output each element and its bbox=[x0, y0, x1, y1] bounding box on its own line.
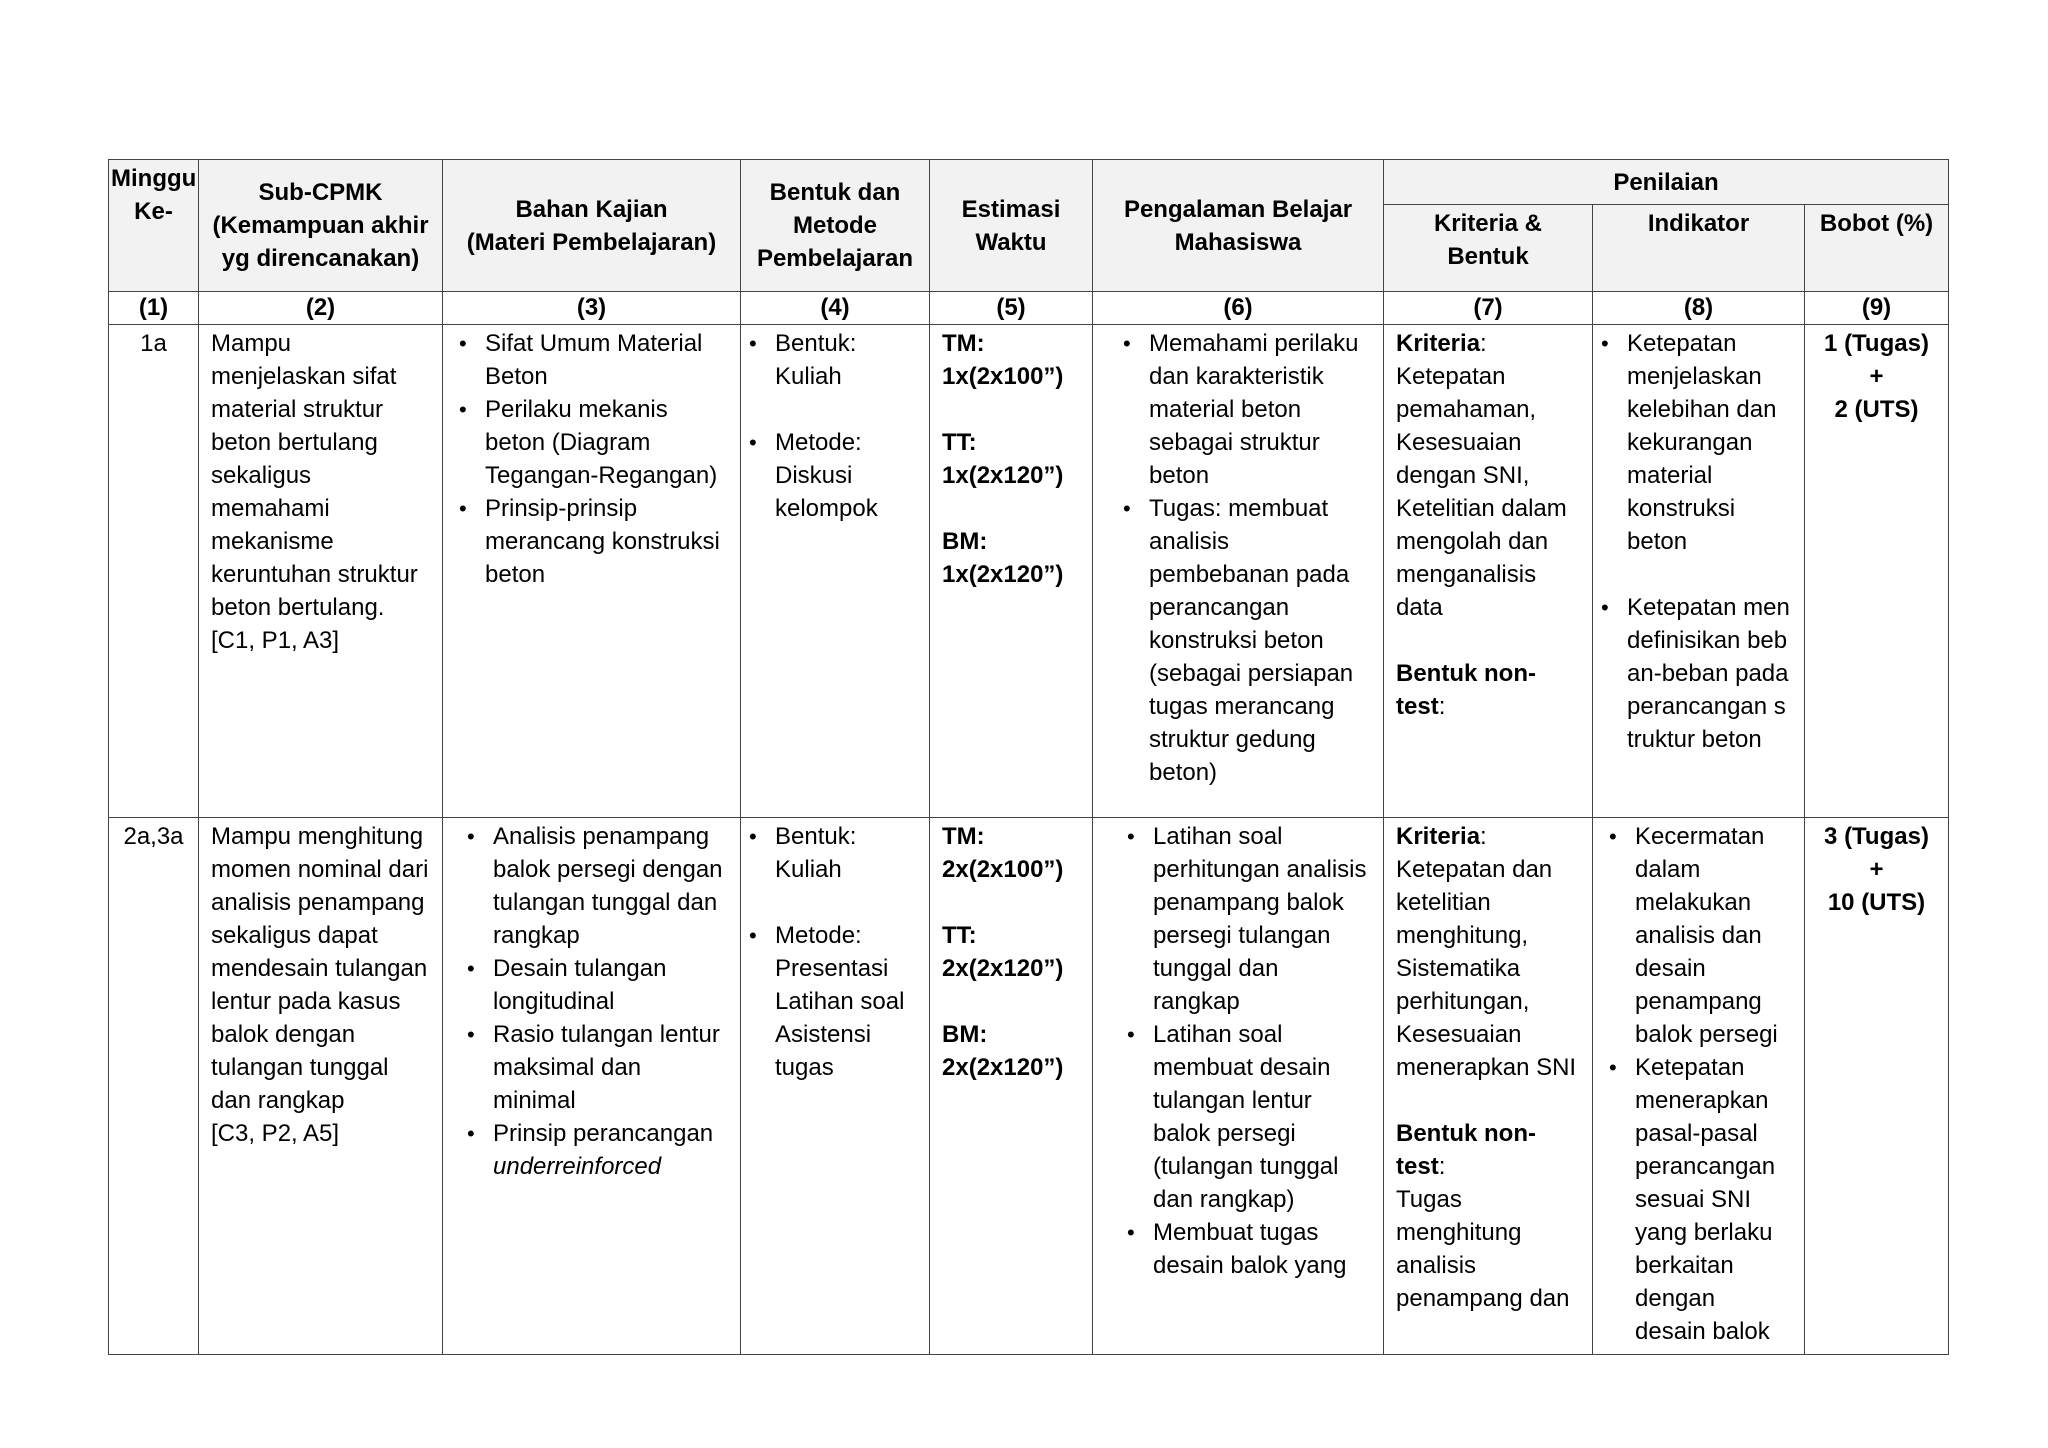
bentuk-list bbox=[753, 820, 917, 1084]
bobot-tugas: 3 (Tugas) bbox=[1824, 823, 1929, 850]
bobot-uts: 10 (UTS) bbox=[1827, 889, 1926, 916]
col-number: (7) bbox=[1384, 292, 1593, 325]
cell-bentuk-metode bbox=[741, 818, 930, 1355]
header-sub-cpmk-subtitle: (Kemampuan akhir yg direncanakan) bbox=[212, 212, 429, 272]
cell-minggu: 1a bbox=[109, 325, 199, 818]
sub-cpmk-text: Mampu menjelaskan sifat material struktur beton bertulang sekaligus memahami mekanisme keruntuhan struktur beton bertulang. bbox=[211, 330, 418, 621]
rps-table-container bbox=[108, 159, 1948, 1355]
bahan-list bbox=[455, 327, 728, 591]
header-minggu: Minggu Ke- bbox=[109, 160, 199, 292]
rps-table bbox=[108, 159, 1949, 1355]
bm-label: BM: bbox=[942, 528, 988, 555]
cell-bobot bbox=[1805, 818, 1949, 1355]
col-number: (8) bbox=[1593, 292, 1805, 325]
kriteria-heading: Kriteria: bbox=[1396, 823, 1487, 850]
spacer bbox=[942, 393, 1080, 426]
tt-value: 2x(2x120”) bbox=[942, 955, 1064, 982]
spacer bbox=[775, 393, 917, 426]
table-row bbox=[109, 818, 1949, 1355]
bm-label: BM: bbox=[942, 1021, 988, 1048]
header-bentuk-metode: Bentuk dan Metode Pembelajaran bbox=[741, 160, 930, 292]
header-bahan-kajian bbox=[443, 160, 741, 292]
spacer bbox=[942, 492, 1080, 525]
list-item: • Kecermatan dalam melakukan analisis dan desain penampang balok persegi bbox=[1635, 820, 1792, 1051]
bentuk-label: • Bentuk: bbox=[775, 330, 857, 357]
list-item: • Ketepatan menerapkan pasal-pasal perancangan sesuai SNI yang berlaku berkaitan dengan desain balok bbox=[1635, 1051, 1792, 1348]
cell-estimasi-waktu bbox=[930, 818, 1093, 1355]
bobot-plus: + bbox=[1869, 856, 1884, 883]
cell-minggu: 2a,3a bbox=[109, 818, 199, 1355]
bentuk-list bbox=[753, 327, 917, 525]
col-number: (6) bbox=[1093, 292, 1384, 325]
kriteria-text: Ketepatan dan ketelitian menghitung, Sistematika perhitungan, Kesesuaian menerapkan SNI bbox=[1396, 856, 1577, 1081]
tm-label: TM: bbox=[942, 823, 985, 850]
cell-kriteria-bentuk bbox=[1384, 325, 1593, 818]
list-item: • Analisis penampang balok persegi dengan tulangan tunggal dan rangkap bbox=[493, 820, 728, 952]
kriteria-label: Kriteria bbox=[1396, 330, 1481, 357]
col-number: (1) bbox=[109, 292, 199, 325]
spacer bbox=[942, 985, 1080, 1018]
kriteria-heading: Kriteria: bbox=[1396, 330, 1487, 357]
cell-bobot bbox=[1805, 325, 1949, 818]
cell-bahan-kajian bbox=[443, 325, 741, 818]
header-pengalaman-belajar: Pengalaman Belajar Mahasiswa bbox=[1093, 160, 1384, 292]
tm-value: 1x(2x100”) bbox=[942, 363, 1064, 390]
list-item: • Rasio tulangan lentur maksimal dan minimal bbox=[493, 1018, 728, 1117]
sub-cpmk-code: [C1, P1, A3] bbox=[211, 627, 340, 654]
cell-indikator bbox=[1593, 325, 1805, 818]
metode-label: • Metode: bbox=[775, 429, 862, 456]
spacer bbox=[1396, 1084, 1580, 1117]
header-sub-cpmk bbox=[199, 160, 443, 292]
cell-bentuk-metode bbox=[741, 325, 930, 818]
bentuk-nontest-label: Bentuk non-test bbox=[1396, 660, 1536, 720]
list-item: • Tugas: membuat analisis pembebanan pada perancangan konstruksi beton (sebagai persiapan tugas merancang struktur gedung beton) bbox=[1149, 492, 1371, 789]
cell-sub-cpmk bbox=[199, 325, 443, 818]
bentuk-label: • Bentuk: bbox=[775, 823, 857, 850]
bentuk-nontest-label: Bentuk non-test bbox=[1396, 1120, 1536, 1180]
bahan-list bbox=[455, 820, 728, 1183]
indikator-list bbox=[1605, 327, 1792, 756]
tm-label: TM: bbox=[942, 330, 985, 357]
metode-label: • Metode: bbox=[775, 922, 862, 949]
tt-label: TT: bbox=[942, 922, 977, 949]
header-bobot: Bobot (%) bbox=[1805, 205, 1949, 292]
bm-value: 2x(2x120”) bbox=[942, 1054, 1064, 1081]
list-item: • Latihan soal perhitungan analisis penampang balok persegi tulangan tunggal dan rangkap bbox=[1153, 820, 1371, 1018]
header-bahan-title: Bahan Kajian bbox=[515, 195, 668, 223]
header-penilaian: Penilaian bbox=[1384, 160, 1949, 205]
metode-value: Diskusi kelompok bbox=[775, 462, 878, 522]
list-item: • Membuat tugas desain balok yang bbox=[1153, 1216, 1371, 1282]
bentuk-nontest-text: Tugas menghitung analisis penampang dan bbox=[1396, 1186, 1570, 1312]
list-item bbox=[493, 1117, 728, 1183]
list-item bbox=[775, 327, 917, 426]
table-row bbox=[109, 325, 1949, 818]
list-item bbox=[775, 426, 917, 525]
indikator-list bbox=[1605, 820, 1792, 1348]
indikator-text: Ketepatan menjelaskan kelebihan dan kekurangan material konstruksi beton bbox=[1627, 330, 1777, 555]
cell-sub-cpmk bbox=[199, 818, 443, 1355]
header-bahan-subtitle: (Materi Pembelajaran) bbox=[466, 228, 717, 256]
cell-indikator bbox=[1593, 818, 1805, 1355]
sub-cpmk-text: Mampu menghitung momen nominal dari analisis penampang sekaligus dapat mendesain tulangan lentur pada kasus balok dengan tulangan tunggal dan rangkap bbox=[211, 823, 429, 1114]
list-item bbox=[775, 820, 917, 919]
tm-value: 2x(2x100”) bbox=[942, 856, 1064, 883]
col-number: (9) bbox=[1805, 292, 1949, 325]
list-item: • Desain tulangan longitudinal bbox=[493, 952, 728, 1018]
bobot-uts: 2 (UTS) bbox=[1834, 396, 1919, 423]
bahan-last-prefix: Prinsip perancangan bbox=[493, 1120, 714, 1147]
bentuk-nontest-heading: Bentuk non-test: bbox=[1396, 660, 1536, 720]
metode-value: Presentasi Latihan soal Asistensi tugas bbox=[775, 955, 905, 1081]
spacer bbox=[942, 886, 1080, 919]
tt-value: 1x(2x120”) bbox=[942, 462, 1064, 489]
col-number: (3) bbox=[443, 292, 741, 325]
col-number: (5) bbox=[930, 292, 1093, 325]
pengalaman-list bbox=[1105, 327, 1371, 789]
tt-label: TT: bbox=[942, 429, 977, 456]
cell-estimasi-waktu bbox=[930, 325, 1093, 818]
list-item: • Sifat Umum Material Beton bbox=[485, 327, 728, 393]
header-sub-cpmk-title: Sub-CPMK bbox=[258, 179, 383, 206]
kriteria-label: Kriteria bbox=[1396, 823, 1481, 850]
bm-value: 1x(2x120”) bbox=[942, 561, 1064, 588]
header-kriteria: Kriteria & Bentuk bbox=[1384, 205, 1593, 292]
bentuk-value: Kuliah bbox=[775, 856, 842, 883]
list-item: • Memahami perilaku dan karakteristik material beton sebagai struktur beton bbox=[1149, 327, 1371, 492]
list-item: • Latihan soal membuat desain tulangan lentur balok persegi (tulangan tunggal dan rangkap) bbox=[1153, 1018, 1371, 1216]
list-item bbox=[1627, 327, 1792, 591]
spacer bbox=[1627, 558, 1792, 591]
cell-bahan-kajian bbox=[443, 818, 741, 1355]
header-indikator: Indikator bbox=[1593, 205, 1805, 292]
cell-pengalaman-belajar bbox=[1093, 325, 1384, 818]
col-number: (2) bbox=[199, 292, 443, 325]
col-number: (4) bbox=[741, 292, 930, 325]
header-estimasi-waktu: Estimasi Waktu bbox=[930, 160, 1093, 292]
list-item: • Prinsip-prinsip merancang konstruksi beton bbox=[485, 492, 728, 591]
bobot-tugas: 1 (Tugas) bbox=[1824, 330, 1929, 357]
spacer bbox=[1396, 624, 1580, 657]
sub-cpmk-code: [C3, P2, A5] bbox=[211, 1120, 340, 1147]
kriteria-text: Ketepatan pemahaman, Kesesuaian dengan SNI, Ketelitian dalam mengolah dan menganalisis data bbox=[1396, 363, 1567, 621]
bobot-plus: + bbox=[1869, 363, 1884, 390]
list-item: • Perilaku mekanis beton (Diagram Tegangan-Regangan) bbox=[485, 393, 728, 492]
list-item bbox=[775, 919, 917, 1084]
cell-pengalaman-belajar bbox=[1093, 818, 1384, 1355]
bentuk-value: Kuliah bbox=[775, 363, 842, 390]
bahan-last-italic: underreinforced bbox=[493, 1153, 662, 1180]
list-item: • Ketepatan mendefinisikan beban-beban pada perancangan struktur beton bbox=[1627, 591, 1792, 756]
pengalaman-list bbox=[1105, 820, 1371, 1282]
spacer bbox=[775, 886, 917, 919]
bentuk-nontest-heading: Bentuk non-test: bbox=[1396, 1120, 1536, 1180]
cell-kriteria-bentuk bbox=[1384, 818, 1593, 1355]
